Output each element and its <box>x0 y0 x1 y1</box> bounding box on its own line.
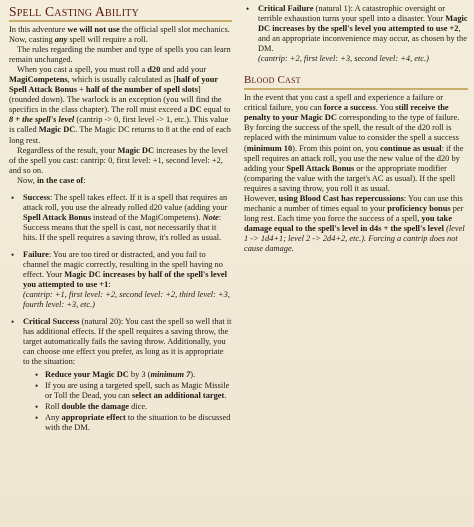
list-item-success: • Success: The spell takes effect. If it is a spell that requires an attack roll, you use the already rolled d20 value (adding your Spell Attack Bonus instead of the MagiCompetens). Note: Success means that the spell is cast, not necessarily that it hits. If the spell requires a saving throw, it's rolled as usual. <box>9 193 232 243</box>
right-column <box>244 4 468 254</box>
rules-paragraph: The rules regarding the number and type of spells you can learn remain unchanged. <box>9 45 231 65</box>
casting-paragraph: When you cast a spell, you must roll a d20 and add your MagiCompetens, which is usually calculated as [half of your Spell Attack Bonus + half of the number of spell slots] (rounded down). The warlock is an exception (you will find the specifics in the class chapter). The roll must exceed a DC equal to 8 + the spell's level (cantrip -> 0, first level -> 1, etc.). This value is called Magic DC. The Magic DC returns to 8 at the end of each long rest. <box>9 65 231 145</box>
outcome-list <box>9 193 232 433</box>
title-rule <box>9 20 232 22</box>
list-item: • Any appropriate effect to the situation to be discussed with the DM. <box>23 413 232 433</box>
list-item-critical-failure: • Critical Failure (natural 1): A catastrophic oversight or terrible exhaustion turns your spell into a disaster. Your Magic DC increases by the spell's level you attempted to use +2, and an appropriate inconvenience may occur, as chosen by the DM. (cantrip: +2, first level: +3, second level: +4, etc.) <box>244 4 468 64</box>
left-column <box>9 4 232 433</box>
critical-success-options <box>23 370 232 433</box>
intro-paragraph: In this adventure we will not use the official spell slot mechanics. Now, casting any spell will require a roll. <box>9 25 230 45</box>
case-intro: Now, in the case of: <box>17 175 86 185</box>
blood-cast-paragraph-2: By forcing the success of the spell, the result of the d20 roll is replaced with the minimum value to consider the spell a success (minimum 10). From this point on, you continue as usual: if the spell requires an attack roll, you use the new value of the d20 by adding your Spell Attack Bonus or the appropriate modifier (comparing the value with the target's AC as usual). If the spell requires a saving throw, you roll it as usual. <box>244 123 464 193</box>
section-title: Spell Casting Ability <box>9 4 140 19</box>
list-item-failure: • Failure: You are too tired or distracted, and you fail to channel the magic correctly, resulting in the spell having no effect. Your Magic DC increases by half of the spell's level you attempted to use +1: (cantrip: +1, first level: +2, second level: +2, third level: +3, fourth level: +3, etc.) <box>9 250 232 310</box>
blood-cast-paragraph-1: In the event that you cast a spell and experience a failure or critical failure, you can force a success. You still receive the penalty to your Magic DC corresponding to the type of failure. <box>244 93 460 123</box>
subtitle-rule <box>244 88 468 90</box>
list-item: • Reduce your Magic DC by 3 (minimum 7). <box>23 370 232 380</box>
list-item: • If you are using a targeted spell, such as Magic Missile or Toll the Dead, you can select an additional target. <box>23 381 232 401</box>
blood-cast-title: Blood Cast <box>244 74 301 87</box>
list-item: • Roll double the damage dice. <box>23 402 232 412</box>
list-item-critical-success: • Critical Success (natural 20): You cast the spell so well that it has additional effects. If the spell requires a saving throw, the target automatically fails the saving throw. Additionally, you can choose one effect you prefer, as long as it is appropriate to the situation: • Reduce your Magic DC by 3 (minimum 7). • If you are using a targeted spell, such as Magic Missile or Toll the Dead, you can select an additional target. • Roll double the damage dice. • Any appropriate effect to the situation to be discussed with the DM. <box>9 317 232 433</box>
critical-failure-list <box>244 4 468 64</box>
blood-cast-paragraph-3: However, using Blood Cast has repercussions: You can use this mechanic a number of times equal to your proficiency bonus per long rest. Each time you force the success of a spell, you take damage equal to the spell's level in d4s + the spell's level (level 1 -> 1d4+1; level 2 -> 2d4+2, etc.). Forcing a cantrip does not cause damage. <box>244 193 465 253</box>
dc-increase-paragraph: Regardless of the result, your Magic DC increases by the level of the spell you cast: cantrip: 0, first level: +1, second level: +2, and so on. <box>9 145 228 175</box>
